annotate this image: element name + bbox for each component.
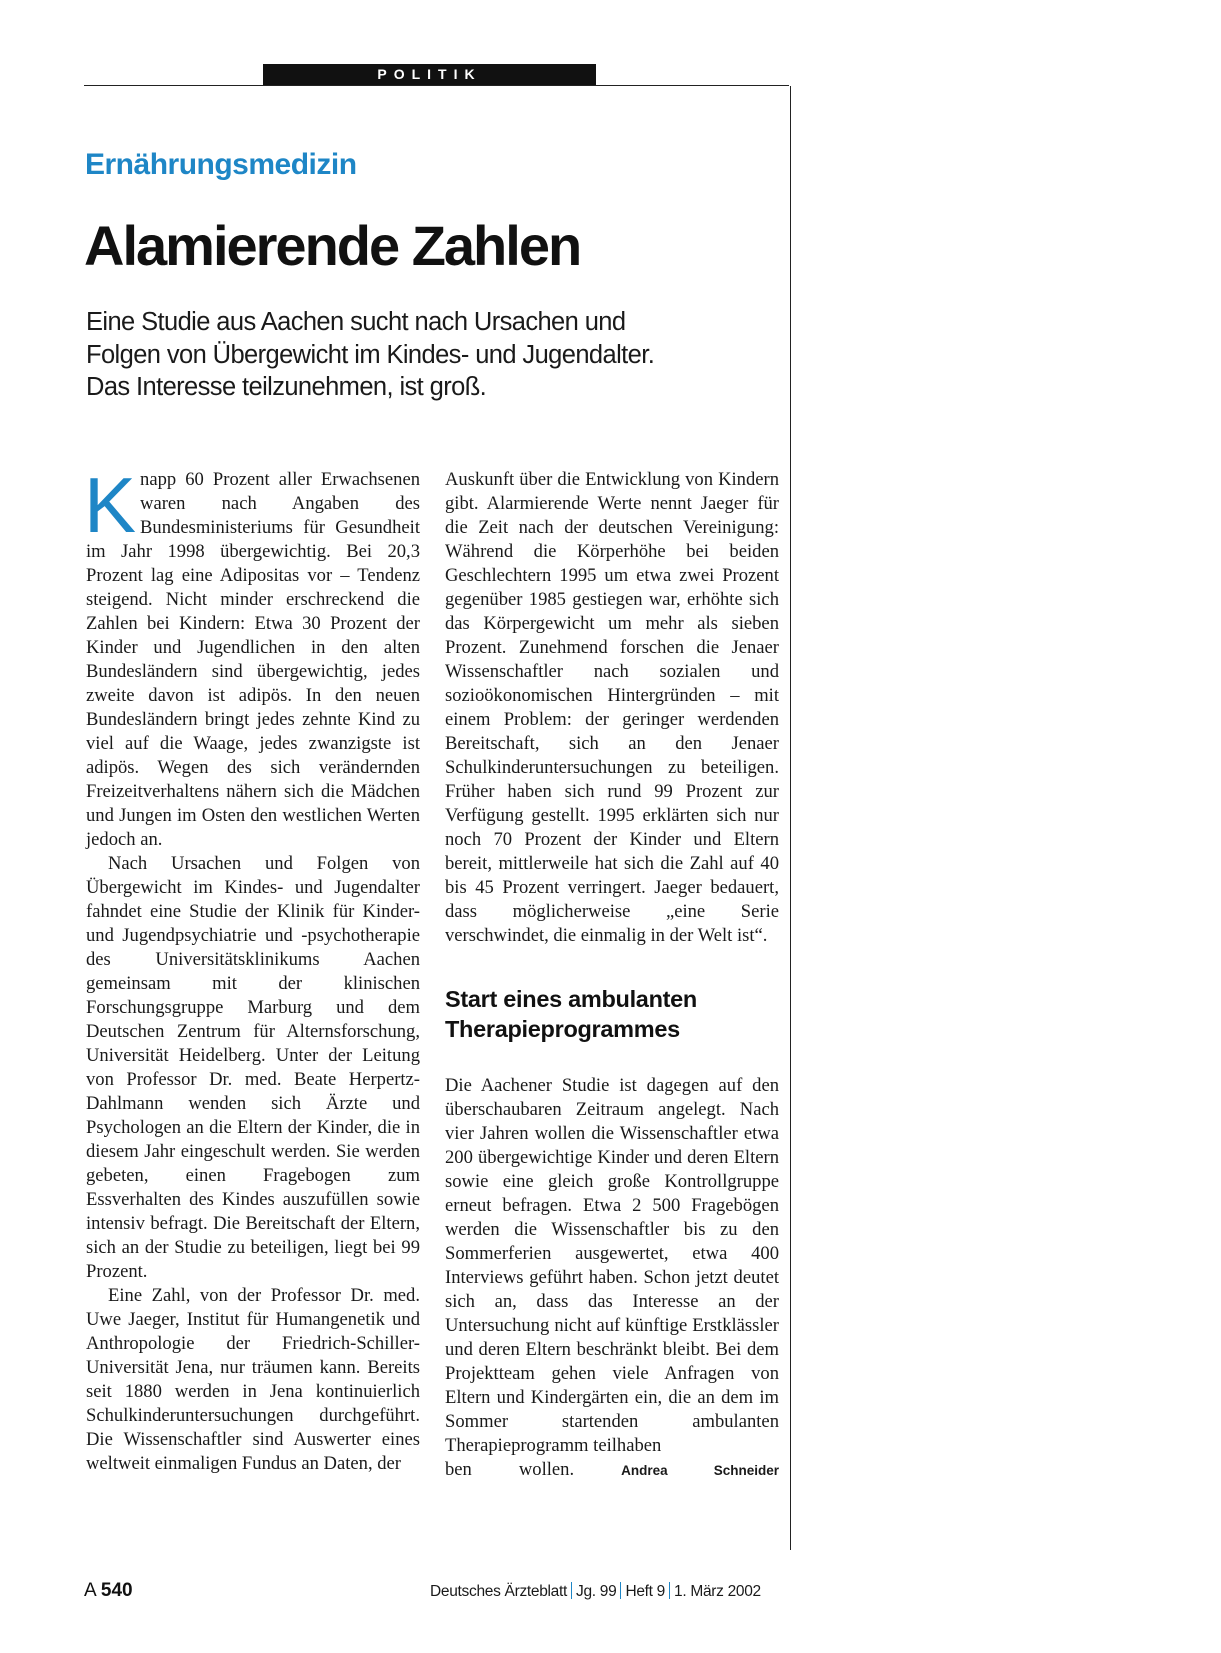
article-lede [86,306,786,404]
drop-cap: K [84,461,137,549]
separator [620,1582,621,1599]
paragraph-end: ben wollen. [445,1459,575,1480]
paragraph-text: napp 60 Prozent aller Erwachsenen waren nach Angaben des Bundesministeriums für Gesundheit im Jahr 1998 übergewichtig. Bei 20,3 Prozent lag eine Adipositas vor – Tendenz steigend. Nicht minder erschreckend die Zahlen bei Kindern: Etwa 30 Prozent der Kinder und Jugendlichen in den alten Bundesländern sind übergewichtig, jedes zweite davon ist adipös. In den neuen Bundesländern bringt jedes zehnte Kind zu viel auf die Waage, jedes zwanzigste ist adipös. Wegen des sich verändernden Freizeitverhaltens nähern sich die Mädchen und Jungen im Osten den westlichen Werten jedoch an. [86,469,420,850]
journal-name: Deutsches Ärzteblatt [430,1583,568,1600]
lede-line: Eine Studie aus Aachen sucht nach Ursachen und [86,308,626,336]
column-divider [790,86,791,1550]
journal-citation [430,1582,761,1601]
journal-issue: Heft 9 [625,1583,666,1600]
paragraph: Eine Zahl, von der Professor Dr. med. Uwe Jaeger, Institut für Humangenetik und Anthropologie der Friedrich-Schiller-Universität Jena, nur träumen kann. Bereits seit 1880 werden in Jena kontinuierlich Schulkinderuntersuchungen durchgeführt. Die Wissenschaftler sind Auswerter eines weltweit einmaligen Fundus an Daten, der [86,1285,420,1474]
paragraph: Die Aachener Studie ist dagegen auf den überschaubaren Zeitraum angelegt. Nach vier Jahren wollen die Wissenschaftler etwa 200 übergewichtige Kinder und deren Eltern sowie eine gleich große Kontrollgruppe erneut befragen. Etwa 2 500 Fragebögen werden die Wissenschaftler bis zu den Sommerferien ausgewertet, etwa 400 Interviews geführt haben. Schon jetzt deutet sich an, dass das Interesse an der Untersuchung nicht auf künftige Erstklässler und deren Eltern beschränkt bleibt. Bei dem Projektteam gehen viele Anfragen von Eltern und Kindergärten ein, die an dem im Sommer startenden ambulanten Therapieprogramm teilhaben [445,1075,779,1456]
section-label: POLITIK [263,64,596,85]
page-number [84,1580,133,1602]
article-kicker: Ernährungsmedizin [85,148,357,181]
lede-line: Folgen von Übergewicht im Kindes- und Jugendalter. [86,340,655,369]
body-column-right [445,468,779,1483]
article-title: Alamierende Zahlen [84,214,581,277]
subheading-line: Start eines ambulanten [445,986,697,1012]
journal-volume: Jg. 99 [576,1583,617,1600]
closing-line [445,1458,779,1483]
author-name: Andrea Schneider [621,1463,779,1478]
page-prefix: A [84,1580,96,1601]
lede-line: Das Interesse teilzunehmen, ist groß. [86,373,487,401]
journal-date: 1. März 2002 [674,1583,761,1600]
subheading-line: Therapieprogrammes [445,1016,680,1042]
header-rule [84,85,789,86]
page-number-value: 540 [100,1580,133,1601]
section-subheading [445,984,779,1044]
paragraph: Nach Ursachen und Folgen von Übergewicht im Kindes- und Jugendalter fahndet eine Studie der Klinik für Kinder- und Jugendpsychiatrie und -psychotherapie des Universitätsklinikums Aachen gemeinsam mit der klinischen Forschungsgruppe Marburg und dem Deutschen Zentrum für Alternsforschung, Universität Heidelberg. Unter der Leitung von Professor Dr. med. Beate Herpertz-Dahlmann wenden sich Ärzte und Psychologen an die Eltern der Kinder, die in diesem Jahr eingeschult werden. Sie werden gebeten, einen Fragebogen zum Essverhalten des Kindes auszufüllen sowie intensiv befragt. Die Bereitschaft der Eltern, sich an der Studie zu beteiligen, liegt bei 99 Prozent. [86,853,420,1282]
separator [571,1582,572,1599]
paragraph [84,461,420,852]
paragraph: Auskunft über die Entwicklung von Kindern gibt. Alarmierende Werte nennt Jaeger für die Zeit nach der deutschen Vereinigung: Während die Körperhöhe bei beiden Geschlechtern 1995 um etwa zwei Prozent gegenüber 1985 gestiegen war, erhöhte sich das Körpergewicht um mehr als sieben Prozent. Zunehmend forschen die Jenaer Wissenschaftler nach sozialen und sozioökonomischen Hintergründen – mit einem Problem: der geringer werdenden Bereitschaft, sich an den Jenaer Schulkinderuntersuchungen zu beteiligen. Früher haben sich rund 99 Prozent zur Verfügung gestellt. 1995 erklärten sich nur noch 70 Prozent der Kinder und Eltern bereit, mittlerweile hat sich die Zahl auf 40 bis 45 Prozent verringert. Jaeger bedauert, dass möglicherweise „eine Serie verschwindet, die einmalig in der Welt ist“. [445,469,779,946]
separator [669,1582,670,1599]
body-column-left [84,461,420,1476]
